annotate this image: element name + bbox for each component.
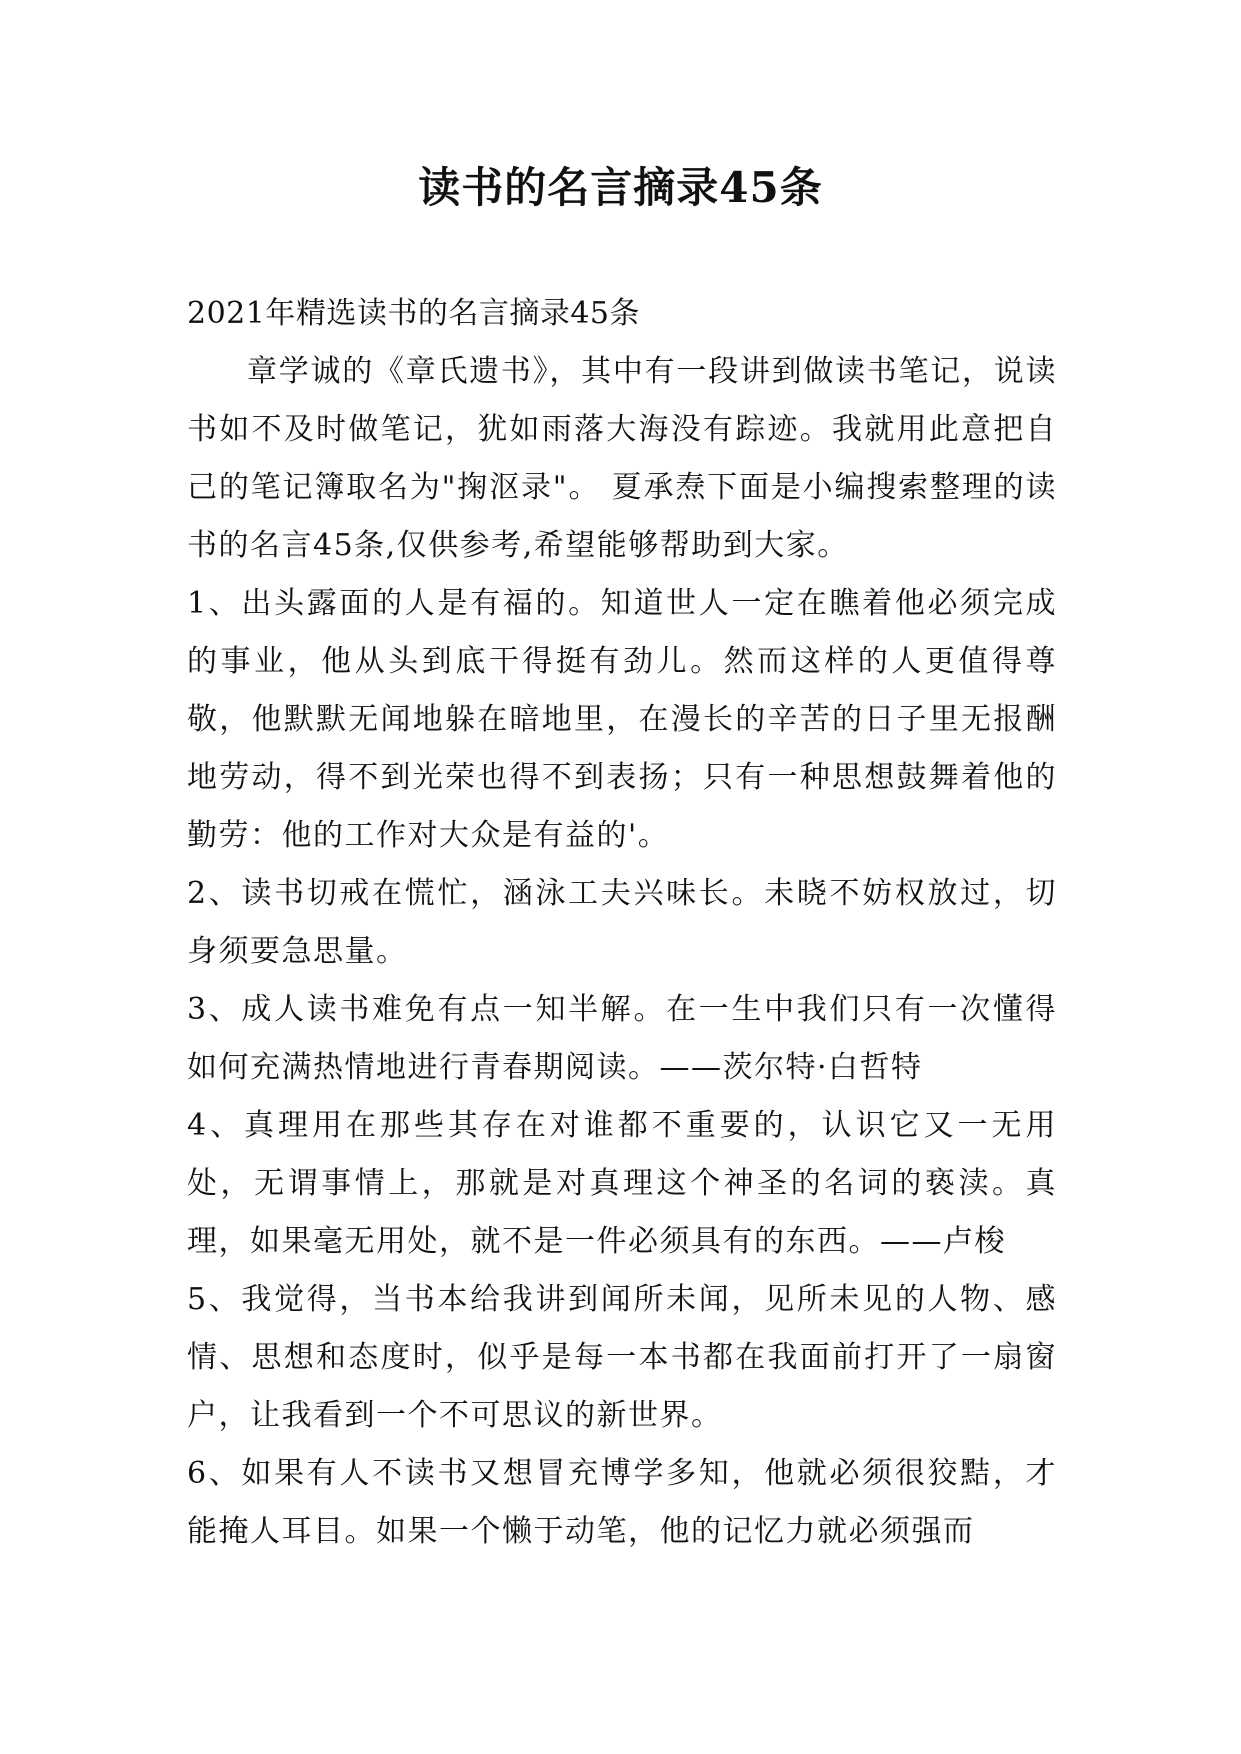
quote-item-3: 3、成人读书难免有点一知半解。在一生中我们只有一次懂得如何充满热情地进行青春期阅读。——茨尔特·白哲特 [187, 992, 1057, 1085]
document-body [187, 285, 1057, 1561]
quote-item-1: 1、出头露面的人是有福的。知道世人一定在瞧着他必须完成的事业，他从头到底干得挺有劲儿。然而这样的人更值得尊敬，他默默无闻地躲在暗地里，在漫长的辛苦的日子里无报酬地劳动，得不到光荣也得不到表扬；只有一种思想鼓舞着他的勤劳：他的工作对大众是有益的'。 [187, 586, 1057, 853]
intro-paragraph: 章学诚的《章氏遗书》，其中有一段讲到做读书笔记，说读书如不及时做笔记，犹如雨落大海没有踪迹。我就用此意把自己的笔记簿取名为"掬沤录"。 夏承焘下面是小编搜索整理的读书的名言45条,仅供参考,希望能够帮助到大家。 [187, 354, 1057, 563]
document-subtitle: 2021年精选读书的名言摘录45条 [187, 296, 641, 331]
quote-item-4: 4、真理用在那些其存在对谁都不重要的，认识它又一无用处，无谓事情上，那就是对真理这个神圣的名词的亵渎。真理，如果毫无用处，就不是一件必须具有的东西。——卢梭 [187, 1108, 1057, 1259]
document-title: 读书的名言摘录45条 [418, 163, 823, 212]
quote-item-5: 5、我觉得，当书本给我讲到闻所未闻，见所未见的人物、感情、思想和态度时，似乎是每一本书都在我面前打开了一扇窗户，让我看到一个不可思议的新世界。 [187, 1282, 1057, 1433]
quote-item-2: 2、读书切戒在慌忙，涵泳工夫兴味长。未晓不妨权放过，切身须要急思量。 [187, 876, 1057, 969]
quote-item-6: 6、如果有人不读书又想冒充博学多知，他就必须很狡黠，才能掩人耳目。如果一个懒于动笔，他的记忆力就必须强而 [187, 1456, 1057, 1549]
